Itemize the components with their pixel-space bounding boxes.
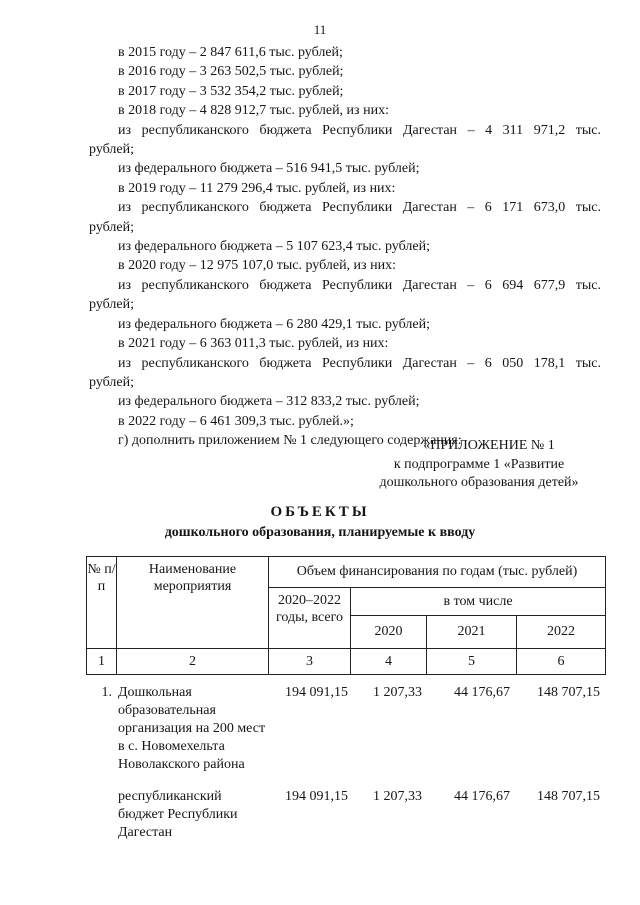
text-line: из республиканского бюджета Республики Дагестан – 6 050 178,1 тыс. bbox=[118, 355, 601, 371]
text-line: из республиканского бюджета Республики Дагестан – 6 694 677,9 тыс. bbox=[118, 277, 601, 293]
appendix-subprogram: к подпрограмме 1 «Развитие bbox=[393, 456, 565, 472]
text-line: в 2022 году – 6 461 309,3 тыс. рублей.»; bbox=[118, 413, 354, 429]
text-line: в 2020 году – 12 975 107,0 тыс. рублей, из них: bbox=[118, 258, 396, 274]
text-line: из федерального бюджета – 5 107 623,4 тыс. рублей; bbox=[118, 239, 430, 255]
text-line: в 2015 году – 2 847 611,6 тыс. рублей; bbox=[118, 45, 343, 60]
header-2022: 2022 bbox=[517, 616, 606, 649]
header-funding: Объем финансирования по годам (тыс. рублей) bbox=[269, 557, 606, 588]
colnum-3: 3 bbox=[269, 649, 351, 675]
header-number: № п/п bbox=[87, 557, 117, 649]
text-line: из федерального бюджета – 6 280 429,1 тыс. рублей; bbox=[118, 316, 430, 332]
colnum-5: 5 bbox=[427, 649, 517, 675]
text-line: в 2018 году – 4 828 912,7 тыс. рублей, из них: bbox=[118, 103, 389, 119]
funding-table bbox=[86, 556, 606, 675]
text-line: из республиканского бюджета Республики Дагестан – 4 311 971,2 тыс. bbox=[118, 122, 601, 138]
page-number: 11 bbox=[313, 22, 327, 37]
row-2022: 148 707,15 bbox=[537, 789, 600, 804]
row-name: республиканский бюджет Республики Дагестан bbox=[118, 789, 238, 840]
row-2021: 44 176,67 bbox=[454, 685, 510, 700]
text-line: в 2016 году – 3 263 502,5 тыс. рублей; bbox=[118, 64, 344, 80]
header-name: Наименование мероприятия bbox=[117, 557, 269, 649]
row-number: 1. bbox=[101, 685, 112, 700]
text-line: из федерального бюджета – 312 833,2 тыс. рублей; bbox=[118, 394, 420, 410]
header-2020: 2020 bbox=[351, 616, 427, 649]
document-subtitle: дошкольного образования, планируемые к вводу bbox=[164, 525, 476, 540]
text-line: г) дополнить приложением № 1 следующего содержания: bbox=[118, 433, 462, 449]
text-line: из федерального бюджета – 516 941,5 тыс. рублей; bbox=[118, 161, 420, 177]
header-total: 2020–2022 годы, всего bbox=[269, 588, 351, 649]
row-2022: 148 707,15 bbox=[537, 685, 600, 700]
row-2020: 1 207,33 bbox=[373, 685, 422, 700]
text-line: рублей; bbox=[89, 297, 134, 313]
appendix-title: «ПРИЛОЖЕНИЕ № 1 bbox=[423, 438, 555, 453]
colnum-6: 6 bbox=[517, 649, 606, 675]
appendix-heading bbox=[360, 437, 598, 493]
appendix-subprogram-name: дошкольного образования детей» bbox=[379, 475, 579, 490]
table-body bbox=[86, 684, 606, 848]
text-line: рублей; bbox=[89, 142, 134, 158]
header-2021: 2021 bbox=[427, 616, 517, 649]
colnum-2: 2 bbox=[117, 649, 269, 675]
colnum-4: 4 bbox=[351, 649, 427, 675]
text-line: в 2017 году – 3 532 354,2 тыс. рублей; bbox=[118, 83, 344, 99]
text-line: в 2019 году – 11 279 296,4 тыс. рублей, из них: bbox=[118, 180, 396, 196]
colnum-1: 1 bbox=[87, 649, 117, 675]
text-line: рублей; bbox=[89, 219, 134, 235]
row-2021: 44 176,67 bbox=[454, 789, 510, 804]
row-total: 194 091,15 bbox=[285, 685, 348, 700]
table-row bbox=[86, 684, 606, 788]
table-row bbox=[86, 788, 606, 848]
body-text bbox=[89, 43, 601, 451]
header-including: в том числе bbox=[351, 588, 606, 616]
text-line: из республиканского бюджета Республики Дагестан – 6 171 673,0 тыс. bbox=[118, 200, 601, 216]
text-line: рублей; bbox=[89, 374, 134, 390]
row-total: 194 091,15 bbox=[285, 789, 348, 804]
row-name: Дошкольная образовательная организация на 200 мест в с. Новомехельта Новолакского района bbox=[118, 685, 266, 772]
document-title: ОБЪЕКТЫ bbox=[270, 504, 370, 520]
row-2020: 1 207,33 bbox=[373, 789, 422, 804]
text-line: в 2021 году – 6 363 011,3 тыс. рублей, из них: bbox=[118, 336, 389, 352]
